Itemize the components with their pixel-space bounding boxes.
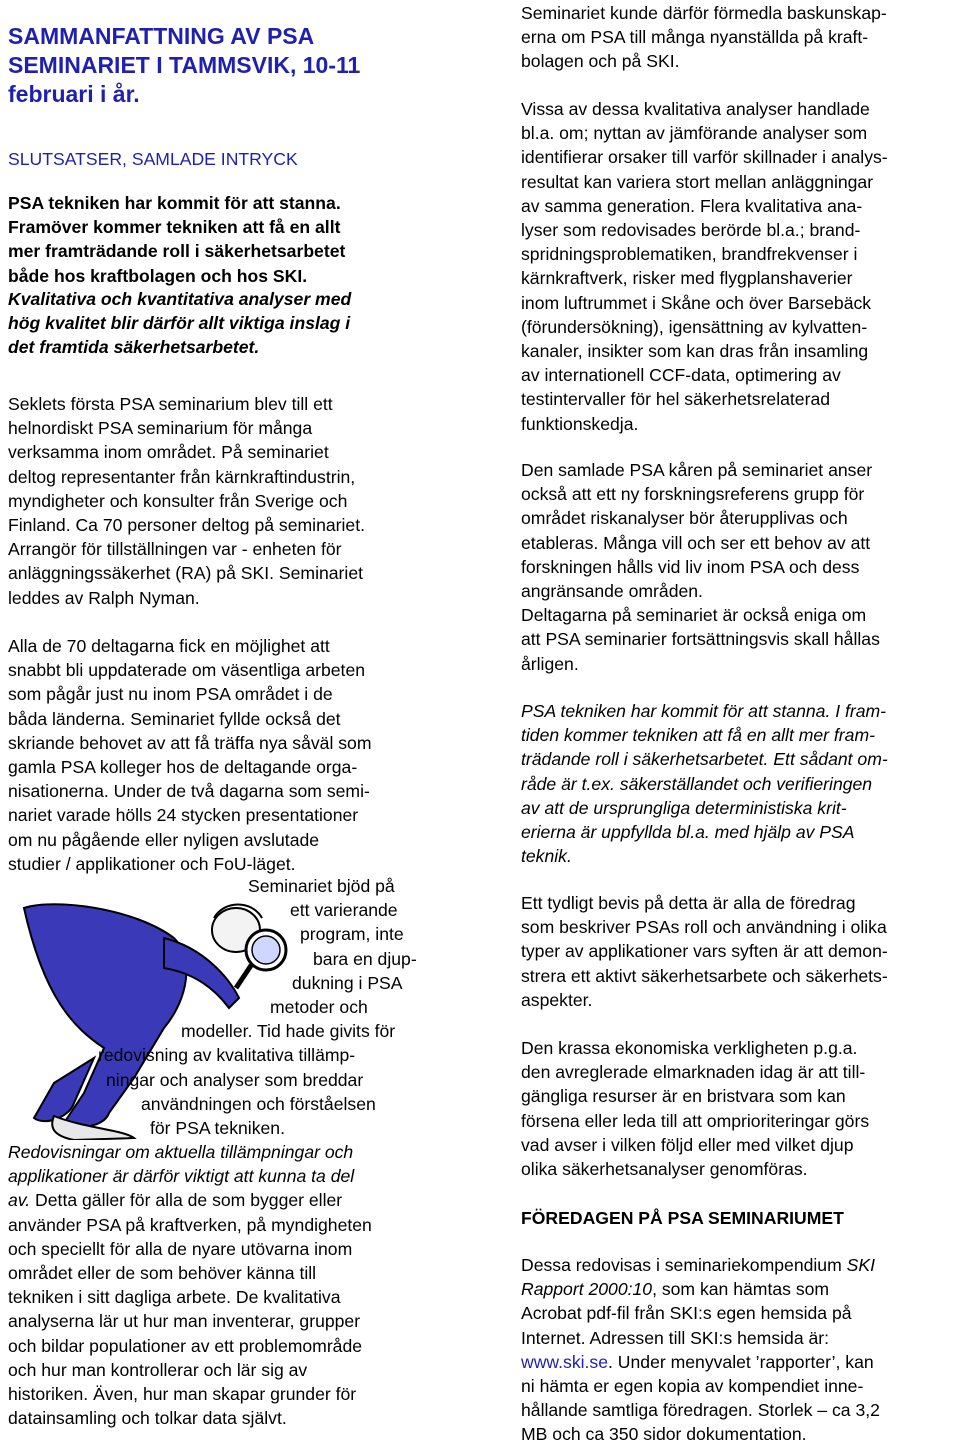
text-fragment: . Under menyvalet ’rapporter’, kan xyxy=(608,1351,874,1372)
wrap-line: modeller. Tid hade givits för xyxy=(181,1021,396,1042)
text-line: av internationell CCF-data, optimering av xyxy=(521,365,841,386)
paragraph-basic-knowledge xyxy=(521,1,887,74)
paragraph-applications xyxy=(8,1140,372,1430)
section-heading-conclusions: SLUTSATSER, SAMLADE INTRYCK xyxy=(8,149,298,169)
text-line: nariet varade hölls 24 stycken presentationer xyxy=(8,805,359,826)
italic-fragment: SKI xyxy=(846,1255,875,1275)
text-line: leddes av Ralph Nyman. xyxy=(8,587,200,608)
text-line: helnordiskt PSA seminarium för många xyxy=(8,418,313,439)
text-line: hög kvalitet blir därför allt viktiga inslag i xyxy=(8,313,351,334)
text-line: anläggningssäkerhet (RA) på SKI. Seminariet xyxy=(8,563,363,584)
text-line: använder PSA på kraftverken, på myndigheten xyxy=(8,1214,372,1235)
text-fragment: Detta gäller för alla de som bygger eller xyxy=(30,1190,343,1211)
mixed-line xyxy=(521,1350,880,1374)
paragraph-research-group xyxy=(521,458,880,676)
text-fragment: , som kan hämtas som xyxy=(652,1279,830,1300)
text-line: etableras. Många vill och ser ett behov av att xyxy=(521,532,871,553)
text-line: årligen. xyxy=(521,653,579,674)
text-line: Internet. Adressen till SKI:s hemsida är: xyxy=(521,1327,830,1348)
text-line: angränsande områden. xyxy=(521,581,703,602)
text-line: och hur man kontrollerar och lär sig av xyxy=(8,1359,308,1380)
wrap-line: bara en djup- xyxy=(313,948,417,969)
wrap-line: metoder och xyxy=(270,997,368,1018)
text-line: av att de ursprungliga deterministiska krit- xyxy=(521,797,847,818)
wrap-line: användningen och förståelsen xyxy=(141,1093,376,1114)
text-line: mer framträdande roll i säkerhetsarbetet xyxy=(8,241,346,262)
text-line: tekniken i sitt dagliga arbete. De kvalitativa xyxy=(8,1287,341,1308)
intro-bold-paragraph xyxy=(8,191,345,288)
text-line: hållande samtliga föredragen. Storlek – ca 3,2 xyxy=(521,1400,880,1421)
italic-line: applikationer är därför viktigt att kunna ta del xyxy=(8,1166,355,1187)
text-line: och speciellt för alla de nyare utövarna inom xyxy=(8,1238,353,1259)
text-line: Deltagarna på seminariet är också eniga om xyxy=(521,605,867,626)
text-line: Framöver kommer tekniken att få en allt xyxy=(8,217,341,238)
text-line: MB och ca 350 sidor dokumentation. xyxy=(521,1424,807,1445)
text-line: om nu pågående eller nyligen avslutade xyxy=(8,829,320,850)
text-line: Den krassa ekonomiska verkligheten p.g.a. xyxy=(521,1038,858,1058)
text-line: det framtida säkerhetsarbetet. xyxy=(8,337,260,358)
text-line: inom luftrummet i Skåne och över Barsebäck xyxy=(521,292,872,313)
text-line: gamla PSA kolleger hos de deltagande orga- xyxy=(8,757,358,778)
text-line: försena eller leda till att omprioriteringar görs xyxy=(521,1110,870,1131)
text-line: Alla de 70 deltagarna fick en möjlighet att xyxy=(8,636,330,656)
ski-website-link[interactable]: www.ski.se xyxy=(521,1351,609,1372)
text-line: erna om PSA till många nyanställda på kraft- xyxy=(521,27,869,48)
title-line: februari i år. xyxy=(8,81,140,107)
text-line: (förundersökning), igensättning av kylvatten- xyxy=(521,316,868,337)
text-line: Finland. Ca 70 personer deltog på seminariet. xyxy=(8,515,365,536)
text-line: nisationerna. Under de två dagarna som semi- xyxy=(8,781,370,802)
italic-fragment: av. xyxy=(8,1190,31,1211)
text-line: kanaler, insikter som kan dras från insamling xyxy=(521,341,869,362)
text-line: PSA tekniken har kommit för att stanna. xyxy=(8,193,341,213)
text-line: Seminariet kunde därför förmedla baskunskap- xyxy=(521,3,887,23)
text-line: både hos kraftbolagen och hos SKI. xyxy=(8,265,308,286)
wrap-line: ett varierande xyxy=(290,900,398,921)
text-line: verksamma inom området. På seminariet xyxy=(8,442,329,463)
text-line: PSA tekniken har kommit för att stanna. I fram- xyxy=(521,701,887,721)
text-line: analyserna lär ut hur man inventerar, grupper xyxy=(8,1311,361,1332)
text-line: bolagen och på SKI. xyxy=(521,51,680,72)
text-line: råde är t.ex. säkerställandet och verifieringen xyxy=(521,773,873,794)
text-line: funktionskedja. xyxy=(521,413,639,434)
text-line: kärnkraftverk, risker med flygplanshaverier xyxy=(521,268,853,289)
text-line: Arrangör för tillställningen var - enheten för xyxy=(8,539,342,560)
text-line: bl.a. om; nyttan av jämförande analyser som xyxy=(521,123,868,144)
paragraph-evidence xyxy=(521,891,888,1012)
text-line: skriande behovet av att få träffa nya såväl som xyxy=(8,732,372,753)
text-line: myndigheter och konsulter från Sverige och xyxy=(8,490,348,511)
wrap-line: ningar och analyser som breddar xyxy=(106,1069,364,1090)
paragraph-economics xyxy=(521,1036,869,1181)
text-line: resultat kan variera stort mellan anläggningar xyxy=(521,171,874,192)
text-line: studier / applikationer och FoU-läget. xyxy=(8,853,296,874)
paragraph-participants xyxy=(8,634,371,876)
text-line: Den samlade PSA kåren på seminariet anser xyxy=(521,460,873,480)
mixed-line xyxy=(8,1188,372,1212)
text-line: deltog representanter från kärnkraftindustrin, xyxy=(8,466,356,487)
text-line: snabbt bli uppdaterade om väsentliga arbeten xyxy=(8,660,366,681)
text-line: den avreglerade elmarknaden idag är att till- xyxy=(521,1062,866,1083)
wrap-line: redovisning av kvalitativa tillämp- xyxy=(98,1045,356,1066)
paragraph-wrap-figure xyxy=(8,874,417,1140)
title-line: SEMINARIET I TAMMSVIK, 10-11 xyxy=(8,52,361,78)
text-line: som beskriver PSAs roll och användning i olika xyxy=(521,917,887,938)
text-line: trädande roll i säkerhetsarbetet. Ett sådant om- xyxy=(521,749,888,770)
text-line: gängliga resurser är en bristvara som kan xyxy=(521,1086,846,1107)
paragraph-report-download xyxy=(521,1253,880,1447)
intro-bold-italic-paragraph xyxy=(8,287,351,360)
text-line: Acrobat pdf-fil från SKI:s egen hemsida på xyxy=(521,1303,852,1324)
text-line: erierna är uppfyllda bl.a. med hjälp av PSA xyxy=(521,822,855,843)
paragraph-seminar-intro xyxy=(8,392,365,610)
text-line: och bildar populationer av ett problemområde xyxy=(8,1335,363,1356)
text-line: teknik. xyxy=(521,846,572,867)
text-line: testintervaller för hel säkerhetsrelaterad xyxy=(521,389,831,410)
text-line: olika säkerhetsanalyser genomföras. xyxy=(521,1159,808,1180)
text-line: datainsamling och tolkar data självt. xyxy=(8,1408,287,1429)
text-line: båda länderna. Seminariet fyllde också det xyxy=(8,708,341,729)
text-line: Ett tydligt bevis på detta är alla de föredrag xyxy=(521,893,856,913)
italic-fragment: Rapport 2000:10 xyxy=(521,1279,653,1300)
mixed-line xyxy=(521,1277,880,1301)
text-line: vad avser i vilken följd eller med vilket djup xyxy=(521,1134,854,1155)
mixed-line xyxy=(521,1253,880,1277)
text-line: Vissa av dessa kvalitativa analyser handlade xyxy=(521,99,870,119)
text-line: forskningen hålls vid liv inom PSA och dess xyxy=(521,556,860,577)
article-title xyxy=(8,22,360,109)
wrap-line: program, inte xyxy=(300,924,404,945)
text-line: ni hämta er egen kopia av kompendiet inne- xyxy=(521,1376,864,1397)
wrap-line: för PSA tekniken. xyxy=(150,1118,285,1139)
text-line: aspekter. xyxy=(521,989,593,1010)
text-line: Kvalitativa och kvantitativa analyser med xyxy=(8,289,352,309)
text-line: också att ett ny forskningsreferens grupp för xyxy=(521,484,865,505)
text-line: spridningsproblematiken, brandfrekvenser i xyxy=(521,244,858,265)
text-line: av samma generation. Flera kvalitativa ana- xyxy=(521,195,863,216)
title-line: SAMMANFATTNING AV PSA xyxy=(8,23,315,49)
section-heading-presentations: FÖREDAGEN PÅ PSA SEMINARIUMET xyxy=(521,1208,844,1228)
text-line: typer av applikationer vars syften är att demon- xyxy=(521,941,888,962)
text-line: identifierar orsaker till varför skillnader i analys- xyxy=(521,147,888,168)
text-fragment: Dessa redovisas i seminariekompendium xyxy=(521,1255,847,1275)
italic-line: Redovisningar om aktuella tillämpningar och xyxy=(8,1142,354,1162)
text-line: som pågår just nu inom PSA området i de xyxy=(8,684,333,705)
text-line: Seklets första PSA seminarium blev till ett xyxy=(8,394,333,414)
text-line: lyser som redovisades berörde bl.a.; brand- xyxy=(521,220,861,241)
text-line: att PSA seminarier fortsättningsvis skall hållas xyxy=(521,629,880,650)
text-line: tiden kommer tekniken att få en allt mer fram- xyxy=(521,725,875,746)
text-line: historiken. Även, hur man skapar grunder för xyxy=(8,1384,357,1405)
paragraph-psa-future-italic xyxy=(521,699,888,868)
text-line: strera ett aktivt säkerhetsarbete och säkerhets- xyxy=(521,965,888,986)
wrap-line: dukning i PSA xyxy=(292,972,403,993)
paragraph-qualitative-analyses xyxy=(521,97,888,436)
wrap-line: Seminariet bjöd på xyxy=(248,876,395,896)
text-line: området eller de som behöver känna till xyxy=(8,1263,317,1284)
text-line: området riskanalyser bör återupplivas och xyxy=(521,508,848,529)
